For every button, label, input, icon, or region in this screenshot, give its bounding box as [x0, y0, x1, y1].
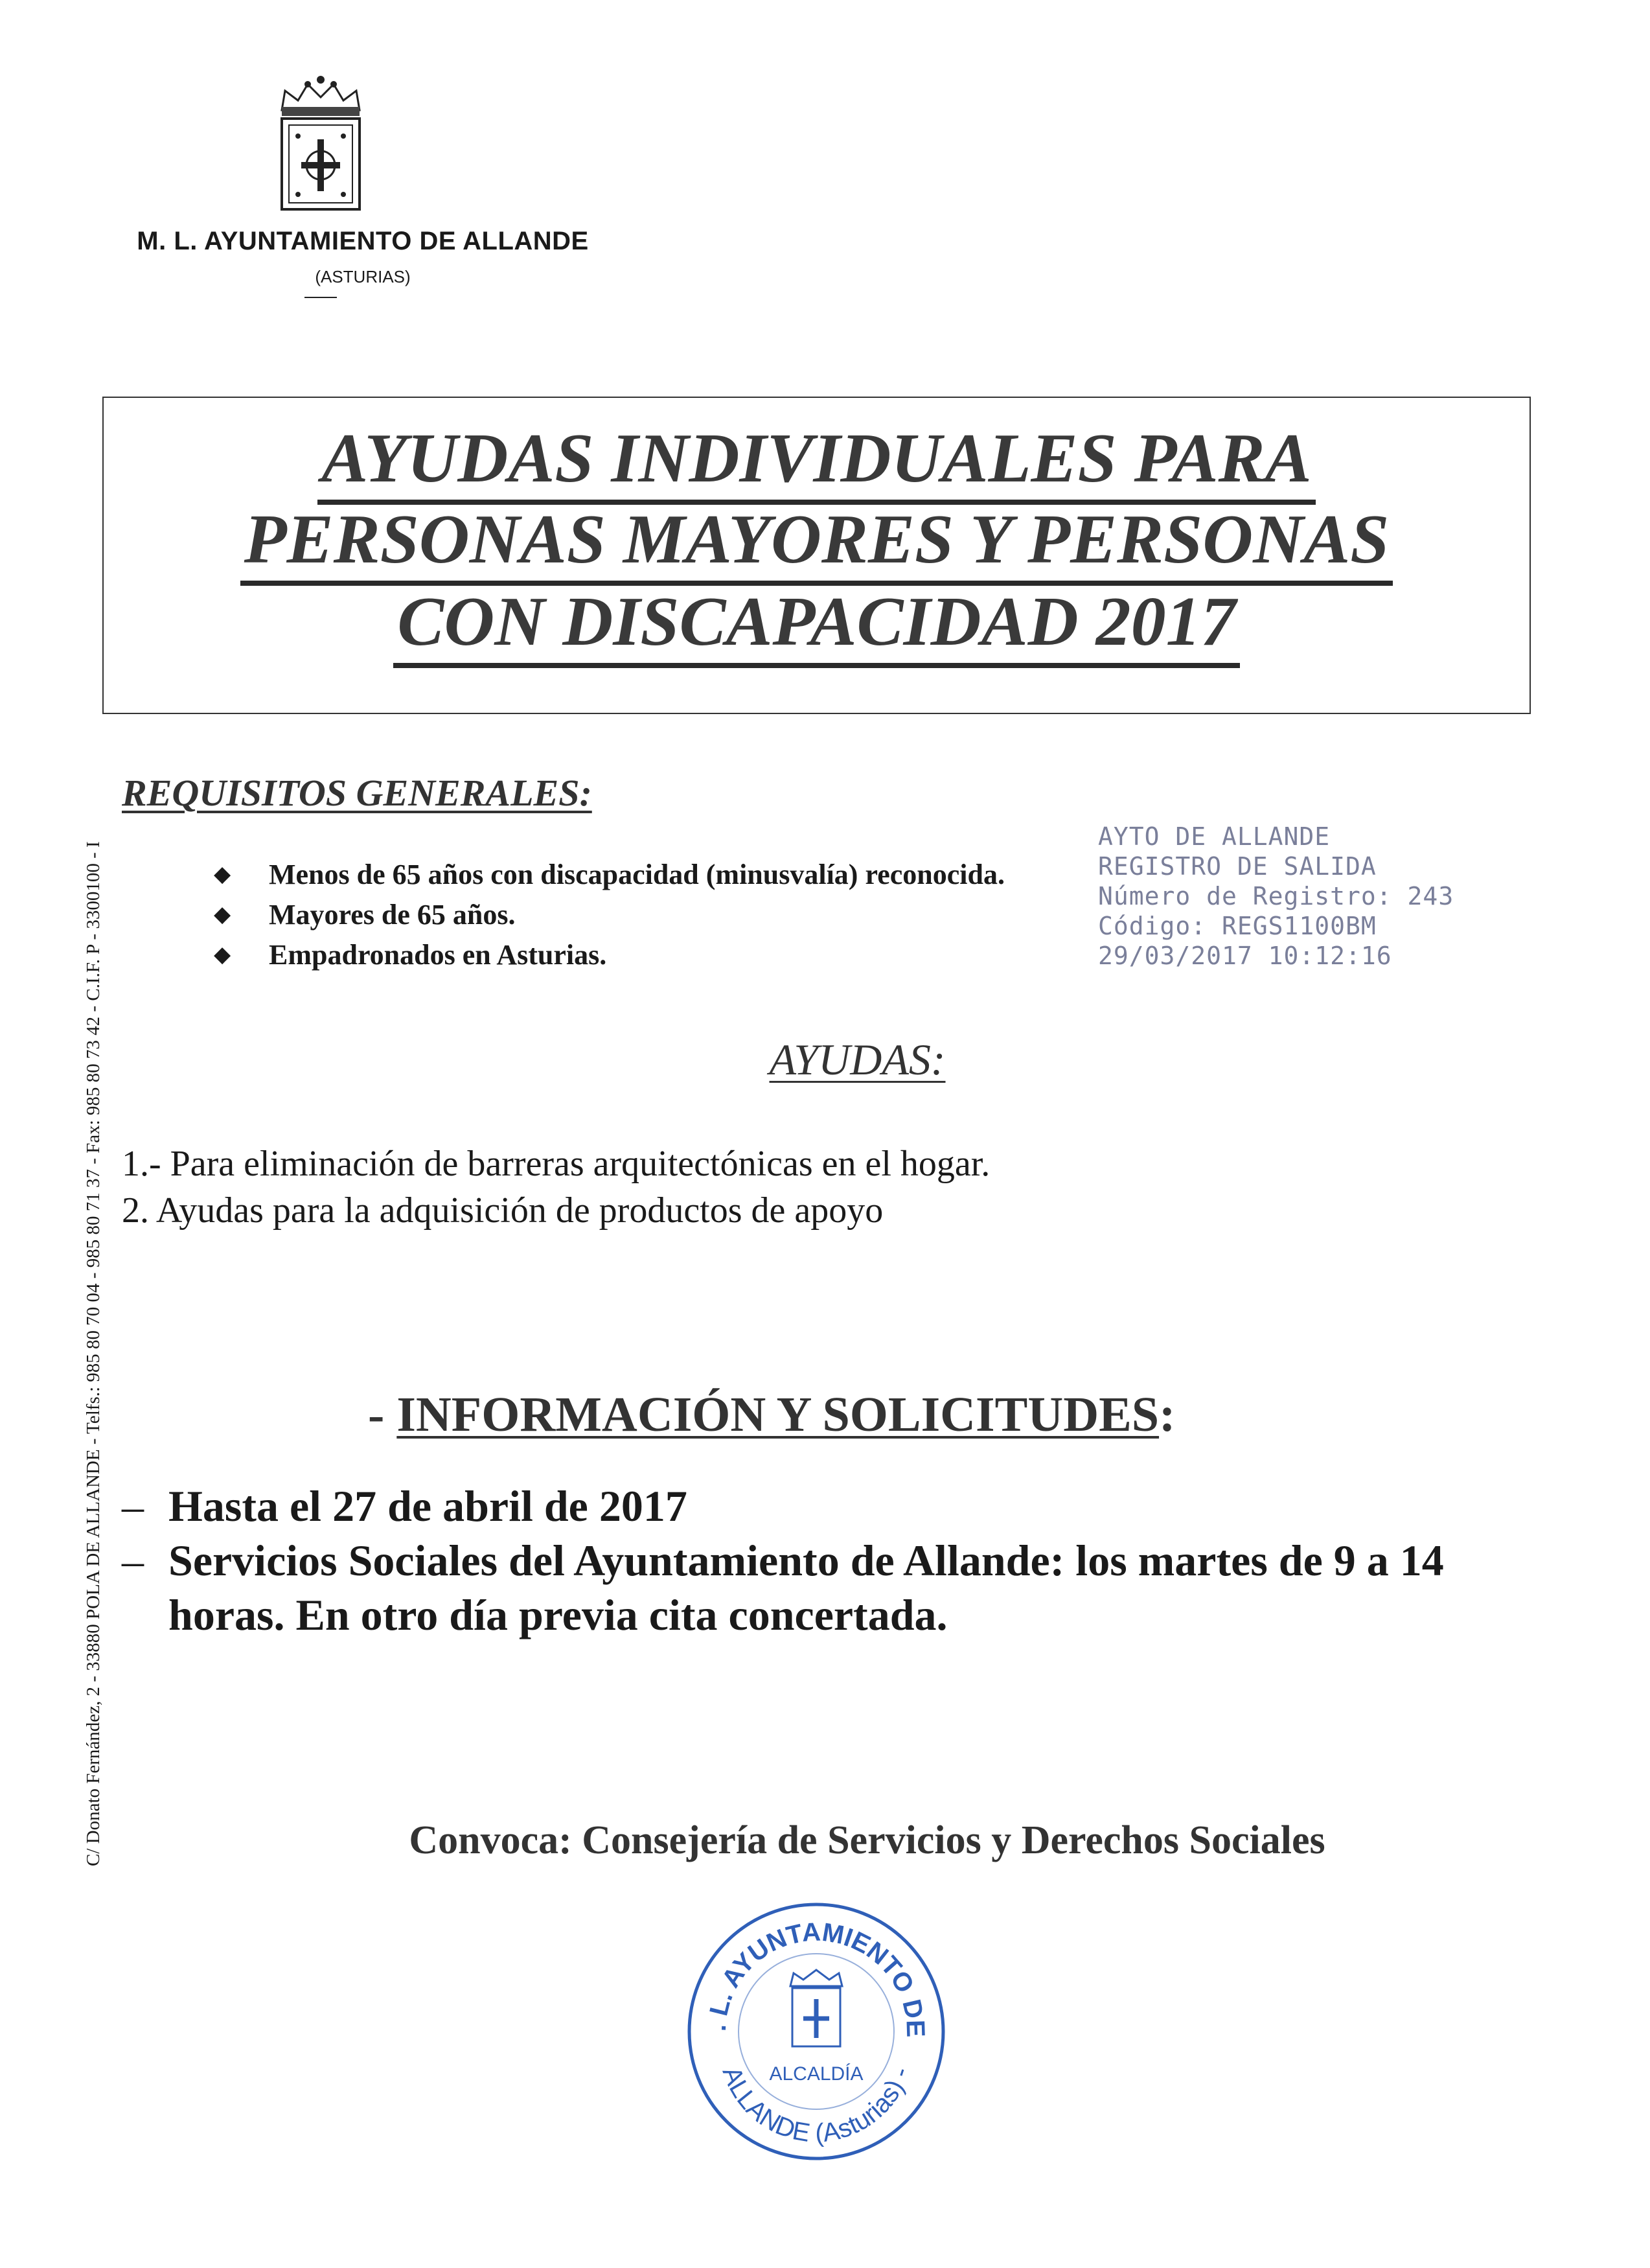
side-address-text: C/ Donato Fernández, 2 - 33880 POLA DE ALLANDE - Telfs.: 985 80 70 04 - 985 80 71 37 - Fax: 985 80 73 42 - C.I.F. P - 3300100 - I — [83, 841, 104, 1866]
diamond-bullet-icon: ◆ — [214, 903, 231, 927]
convoca-text: Convoca: Consejería de Servicios y Derechos Sociales — [409, 1818, 1325, 1862]
informacion-heading — [368, 1387, 1175, 1443]
title-line-3: CON DISCAPACIDAD 2017 — [393, 583, 1239, 668]
stamp-line: Número de Registro: 243 — [1098, 882, 1454, 910]
title-line-2: PERSONAS MAYORES Y PERSONAS — [240, 501, 1393, 586]
info-text: Servicios Sociales del Ayuntamiento de Allande: los martes de 9 a 14 horas. En otro día previa cita concertada. — [168, 1536, 1444, 1639]
requisito-text: Mayores de 65 años. — [269, 898, 516, 931]
svg-text:M. L. AYUNTAMIENTO DE -: . L. AYUNTAMIENTO DE — [702, 1917, 930, 2038]
header-divider — [304, 297, 337, 298]
list-item — [122, 1479, 1560, 1533]
list-item — [122, 1533, 1560, 1642]
coat-of-arms-icon — [272, 75, 369, 214]
list-item — [214, 934, 1121, 975]
institution-region: (ASTURIAS) — [315, 267, 411, 286]
list-item — [214, 894, 1121, 934]
ayudas-heading: AYUDAS: — [769, 1035, 946, 1084]
requisito-text: Menos de 65 años con discapacidad (minusvalía) reconocida. — [269, 858, 1005, 890]
stamp-line: REGISTRO DE SALIDA — [1098, 852, 1377, 881]
svg-text:ALLANDE (Asturias) -: ALLANDE (Asturias) - — [716, 2063, 916, 2148]
list-item: 2. Ayudas para la adquisición de productos de apoyo — [122, 1190, 884, 1231]
requisito-text: Empadronados en Asturias. — [269, 938, 607, 971]
informacion-list — [122, 1479, 1560, 1642]
stamp-line: Código: REGS1100BM — [1098, 912, 1377, 940]
ayudas-list — [122, 1140, 990, 1234]
stamp-line: 29/03/2017 10:12:16 — [1098, 942, 1392, 970]
dash-bullet-icon: – — [122, 1481, 144, 1531]
heading-dash: - — [368, 1387, 385, 1442]
informacion-heading-text: INFORMACIÓN Y SOLICITUDES — [396, 1387, 1160, 1442]
requisitos-list — [214, 854, 1121, 975]
title-box — [102, 397, 1531, 714]
stamp-line: AYTO DE ALLANDE — [1098, 822, 1331, 851]
institution-name: M. L. AYUNTAMIENTO DE ALLANDE — [137, 227, 589, 255]
list-item: 1.- Para eliminación de barreras arquitectónicas en el hogar. — [122, 1144, 991, 1184]
requisitos-heading: REQUISITOS GENERALES: — [122, 772, 592, 814]
dash-bullet-icon: – — [122, 1536, 144, 1585]
diamond-bullet-icon: ◆ — [214, 862, 231, 886]
heading-colon: : — [1159, 1387, 1176, 1442]
official-seal — [680, 1895, 952, 2168]
info-text: Hasta el 27 de abril de 2017 — [168, 1481, 687, 1531]
registry-stamp — [1098, 822, 1454, 971]
title-line-1: AYUDAS INDIVIDUALES PARA — [317, 420, 1315, 505]
diamond-bullet-icon: ◆ — [214, 943, 231, 967]
svg-text:ALCALDÍA: ALCALDÍA — [769, 2063, 864, 2085]
list-item — [214, 854, 1121, 894]
